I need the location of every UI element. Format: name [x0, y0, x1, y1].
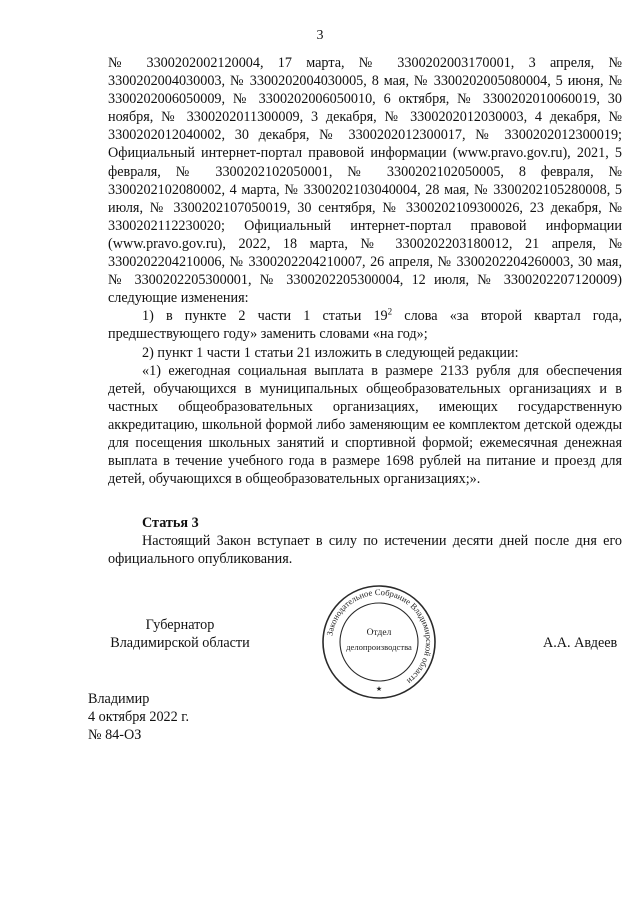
article-3	[108, 514, 622, 568]
signer-position-line-1: Губернатор	[145, 617, 215, 633]
law-number: № 84-ОЗ	[88, 727, 142, 744]
amendment-item-1	[108, 307, 622, 343]
official-stamp	[320, 583, 438, 701]
law-date: 4 октября 2022 г.	[88, 709, 190, 726]
article-3-title: Статья 3	[142, 515, 199, 531]
stamp-star-icon: ★	[375, 685, 383, 693]
stamp-ring-text: Законодательное Собрание Владимирской области	[324, 586, 435, 687]
stamp-center-line-2: делопроизводства	[346, 642, 412, 652]
signer-position	[88, 616, 272, 652]
amendment-new-wording: «1) ежегодная социальная выплата в размере 2133 рубля для обеспечения детей, обучающихся в муниципальных общеобразовательных организациях и в частных общеобразовательных организациях, имеющих государственную аккредитацию, школьной формой либо заменяющим ее комплектом детской одежды для посещения школьных занятий и спортивной формой; ежемесячная денежная выплата в течение учебного года в размере 1698 рублей на питание и проезд для детей, обучающихся в общеобразовательных организациях;».	[108, 362, 622, 488]
amendment-item-1-end: слова «за второй квартал года, предшествующего году» заменить словами «на год»;	[108, 308, 622, 343]
amendment-text	[108, 54, 622, 488]
article-superscript: 2	[387, 306, 393, 317]
signer-name: А.А. Авдеев	[543, 635, 618, 651]
amendment-item-1-start: 1) в пункте 2 части 1 статьи 19	[142, 308, 388, 325]
signer-position-line-2: Владимирской области	[110, 635, 250, 652]
law-details	[88, 690, 189, 744]
page-number: 3	[316, 28, 324, 43]
amendment-item-2: 2) пункт 1 части 1 статьи 21 изложить в следующей редакции:	[142, 344, 519, 361]
law-city: Владимир	[88, 691, 150, 707]
amendment-intro: № 3300202002120004, 17 марта, № 3300202003170001, 3 апреля, № 3300202004030003, № 3300202004030005, 8 мая, № 3300202005080004, 5 июня, № 3300202006050009, № 3300202006050010, 6 октября, № 3300202010060019, 30 ноября, № 3300202011300009, 3 декабря, № 3300202012030003, 4 декабря, № 3300202012040002, 30 декабря, № 3300202012300017, № 3300202012300019; Официальный интернет-портал правовой информации (www.pravo.gov.ru), 2021, 5 февраля, № 3300202102050001, № 3300202102050005, 8 февраля, № 3300202102080002, 4 марта, № 3300202103040004, 28 мая, № 3300202105280008, 5 июля, № 3300202107050019, 30 сентября, № 3300202109300026, 23 декабря, № 3300202112230020; Официальный интернет-портал правовой информации (www.pravo.gov.ru), 2022, 18 марта, № 3300202203180012, 21 апреля, № 3300202204210006, № 3300202204210007, 26 апреля, № 3300202204260003, 30 мая, № 3300202205300001, № 3300202205300004, 12 июля, № 3300202207120009) следующие изменения:	[108, 55, 622, 307]
article-3-text: Настоящий Закон вступает в силу по истечении десяти дней после дня его официального опубликования.	[108, 533, 622, 568]
stamp-center-line-1: Отдел	[366, 628, 392, 638]
